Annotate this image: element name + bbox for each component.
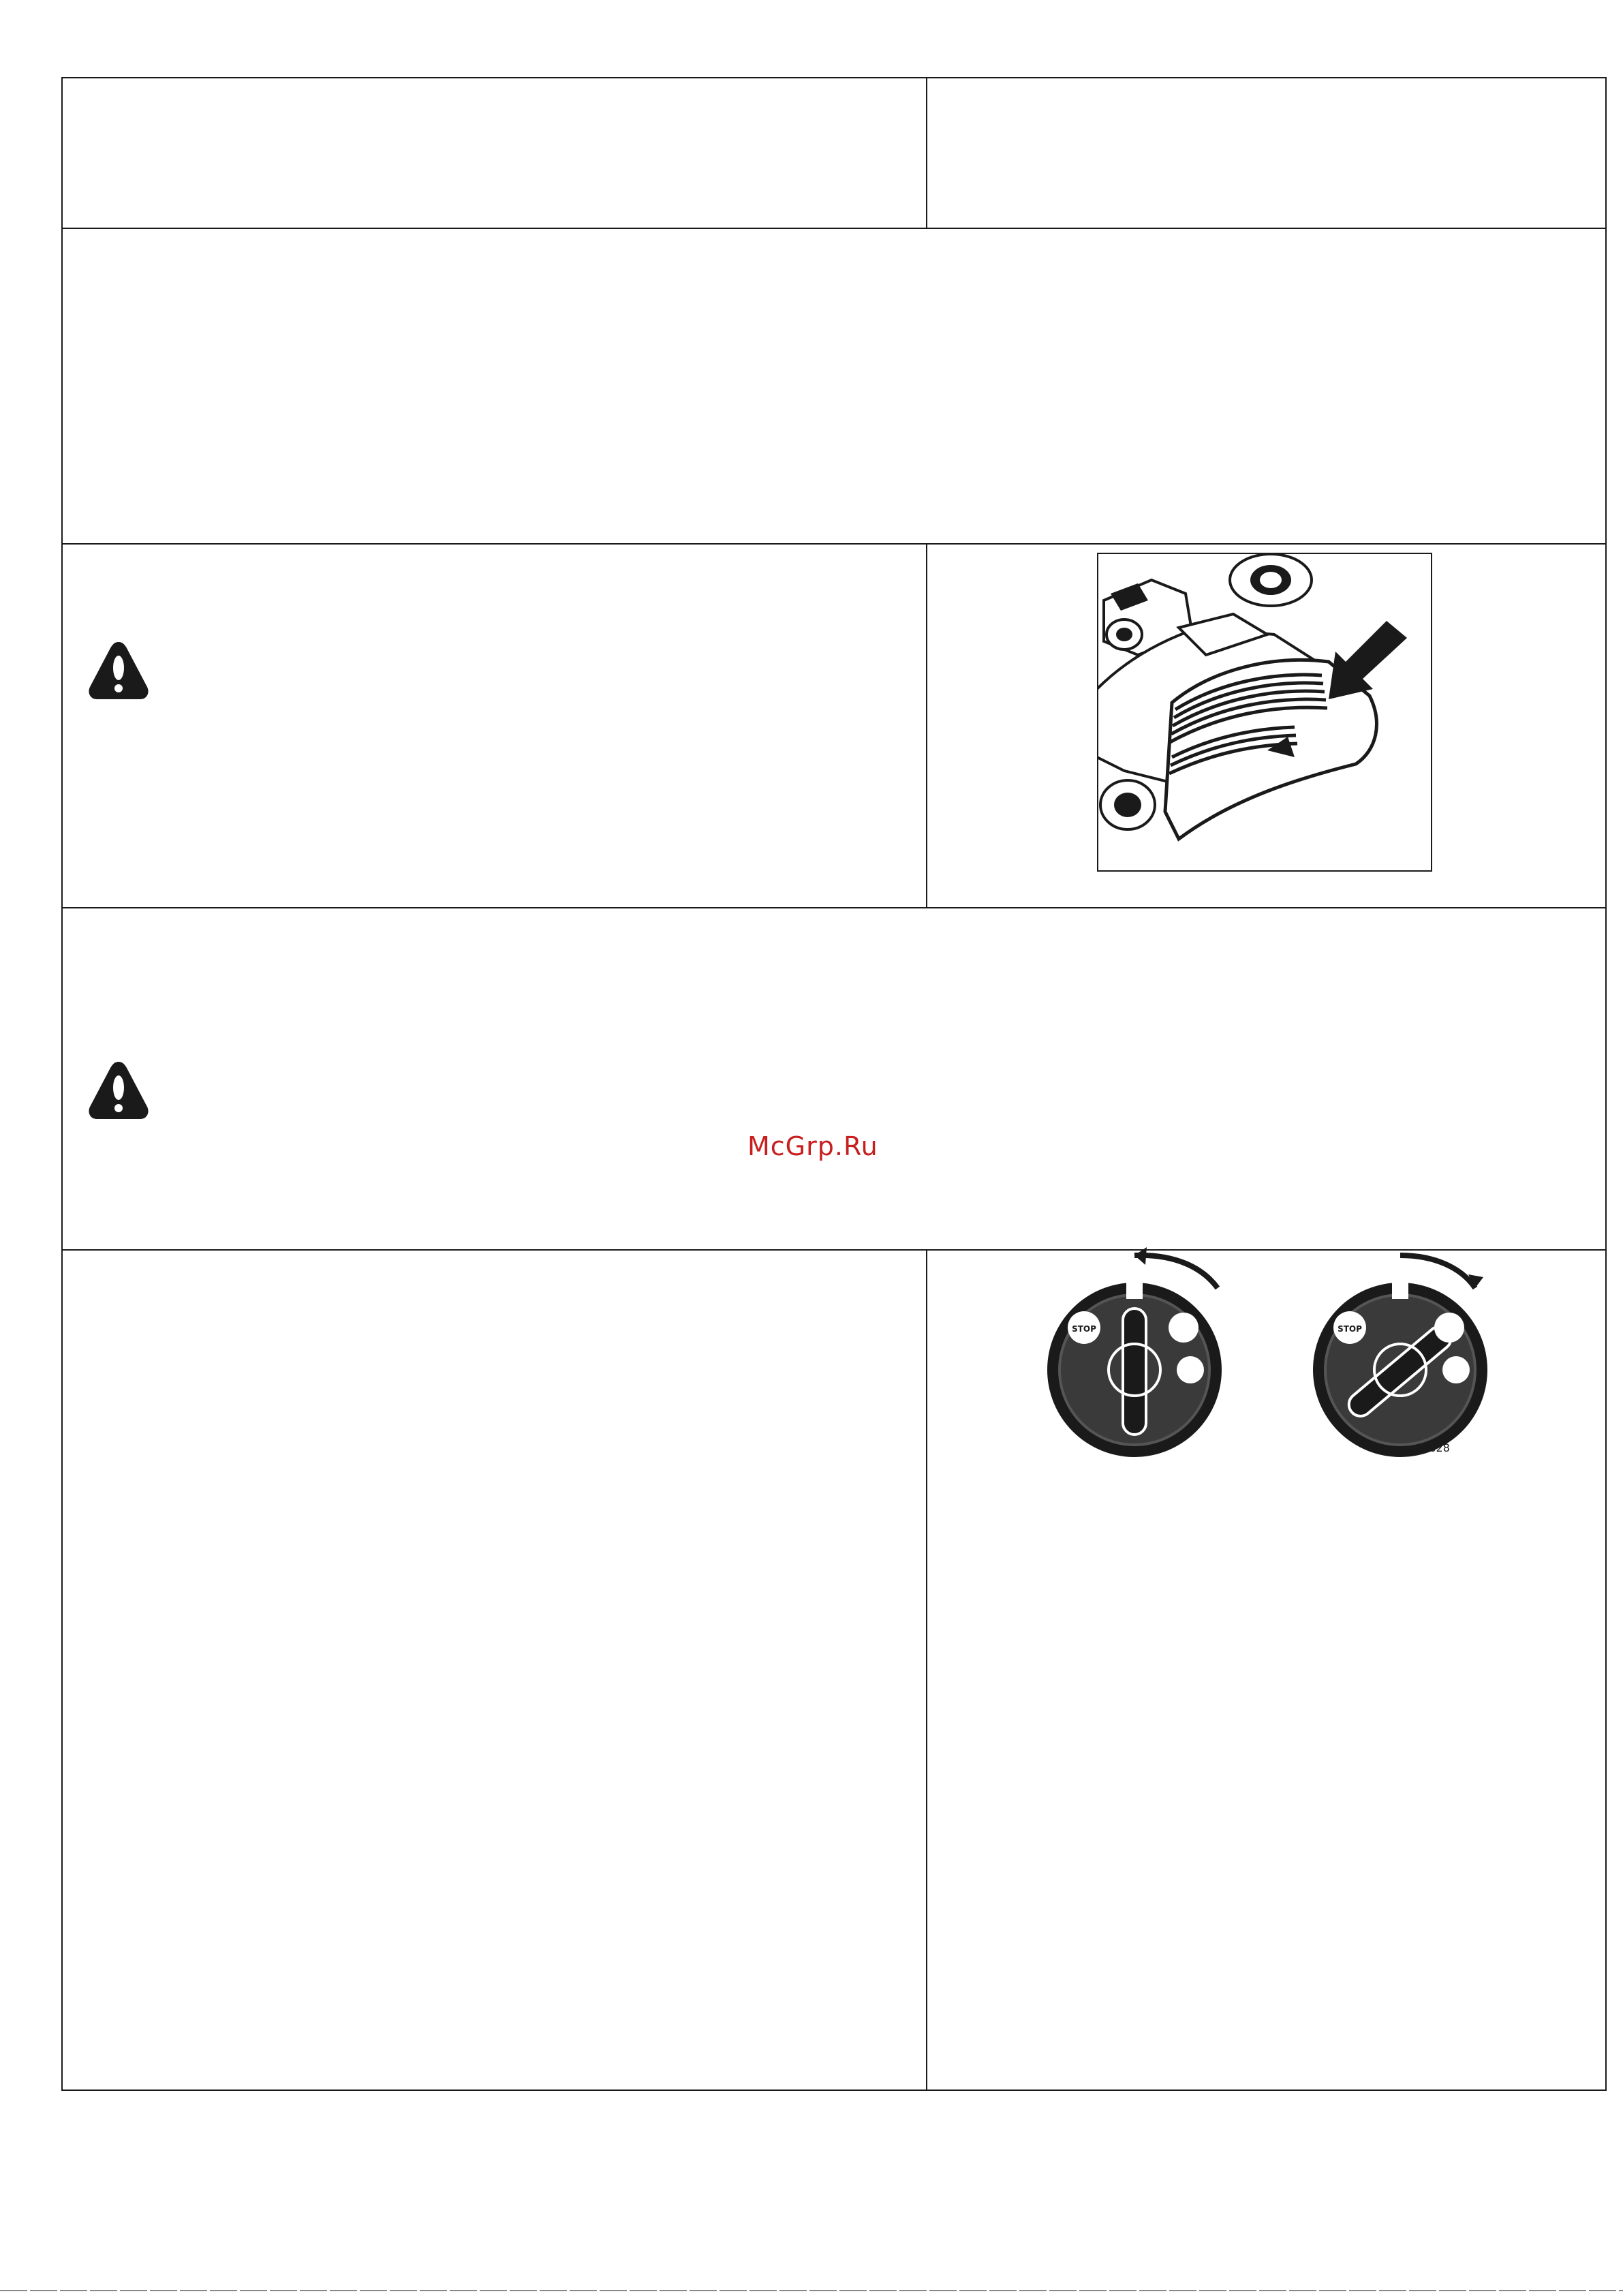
cell-section-1 [63,229,1605,543]
mower-side-shield-illustration [1097,553,1432,872]
cell-header-right [927,78,1605,228]
cell-section-4-right [927,1251,1605,2090]
warning-triangle-icon [87,639,150,702]
page-bottom-rule [0,2290,1623,2291]
watermark: McGrp.Ru [747,1131,878,1161]
row-divider-2 [61,543,1607,545]
cell-section-4-left [63,1251,926,2090]
switch-stop-label: STOP [1072,1324,1096,1334]
figure-code: 02828 [1415,1441,1450,1454]
cell-header-left [63,78,926,228]
col-divider-2 [926,543,927,908]
cell-section-3 [63,908,1605,1249]
warning-triangle-icon [87,1059,150,1122]
switch-stop-label: STOP [1338,1324,1362,1334]
